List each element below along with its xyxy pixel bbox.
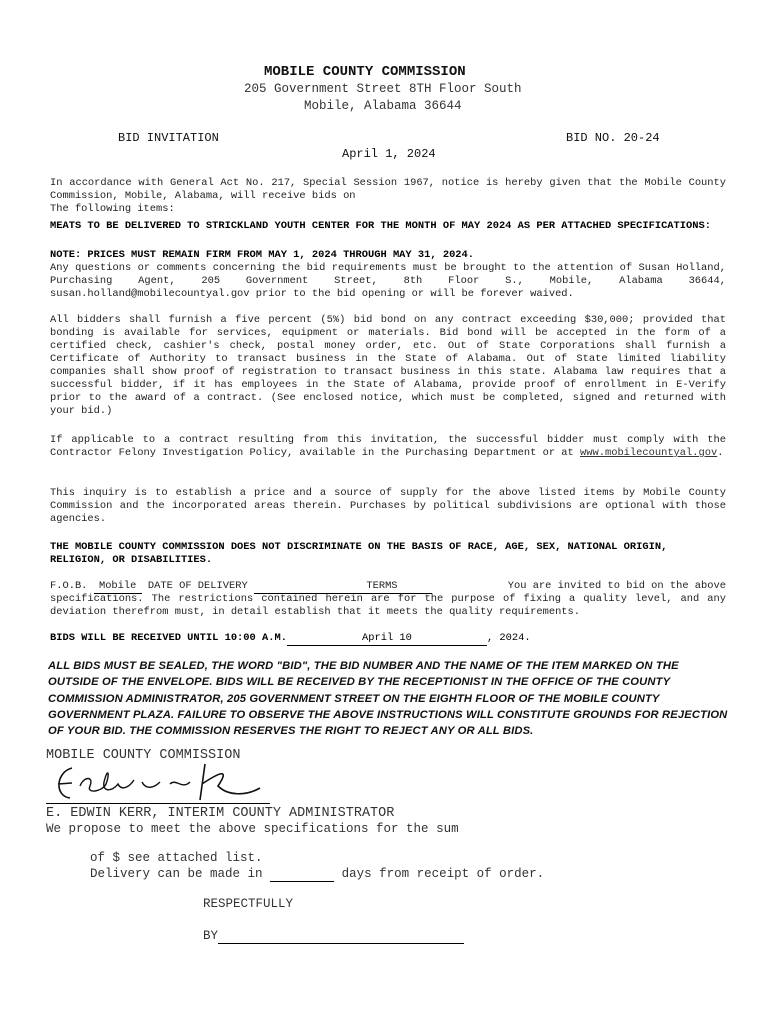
respectfully-label: RESPECTFULLY [203,897,294,911]
following-items-label: The following items: [50,203,175,215]
specifications-paragraph: specifications. The restrictions contained herein are for the purpose of fixing a quality level, and any deviation therefrom must, in detail establish that it meets the quality requirements. [50,593,726,618]
felony-paragraph [50,434,726,460]
bond-paragraph: All bidders shall furnish a five percent (5%) bid bond on any contract exceeding $30,000; provided that bonding is available for services, equipment or materials. Bid bond will be accepted in the form of a certified check, cashier's check, postal money order, etc. Out of State Corporations shall furnish a Certificate of Authority to transact business in the State of Alabama. Out of State limited liability companies shall show proof of registration to transact business in this state. Alabama law requires that a successful bidder, if it has employees in the State of Alabama, provide proof of enrollment in E-Verify prior to the award of a contract. (See enclosed notice, which must be completed, signed and returned with your bid.) [50,314,726,417]
address-line-1 [244,82,522,96]
inquiry-paragraph: This inquiry is to establish a price and a source of supply for the above listed items by Mobile County Commission and the incorporated areas therein. Purchases by political subdivisions are optional with those agencies. [50,487,726,525]
price-note: NOTE: PRICES MUST REMAIN FIRM FROM MAY 1, 2024 THROUGH MAY 31, 2024. [50,249,475,261]
signature-line [46,803,270,804]
felony-period: . [717,447,724,459]
sealed-bids-instructions: ALL BIDS MUST BE SEALED, THE WORD "BID", THE BID NUMBER AND THE NAME OF THE ITEM MARKED ON THE OUTSIDE OF THE ENVELOPE. BIDS WILL BE RECEIVED BY THE RECEPTIONIST IN THE OFFICE OF THE COUNTY COMMISSION ADMINISTRATOR, 205 GOVERNMENT STREET ON THE EIGHTH FLOOR OF THE MOBILE COUNTY GOVERNMENT PLAZA. FAILURE TO OBSERVE THE ABOVE INSTRUCTIONS WILL CONSTITUTE GROUNDS FOR REJECTION OF YOUR BID. THE COMMISSION RESERVES THE RIGHT TO REJECT ANY OR ALL BIDS. [48,660,728,738]
signature-org: MOBILE COUNTY COMMISSION [46,748,241,763]
fob-value: Mobile [94,580,142,594]
delivery-date-value [254,580,332,594]
by-line [203,929,464,944]
delivery-days-line [90,867,544,882]
address-line-1-text: 205 Government Street 8TH Floor South [244,82,522,96]
address-line-2: Mobile, Alabama 36644 [304,99,462,113]
administrator-name: E. EDWIN KERR, INTERIM COUNTY ADMINISTRATOR [46,806,395,821]
terms-value: TERMS [332,580,432,594]
by-signature-field[interactable] [218,929,464,944]
bids-received-prefix: BIDS WILL BE RECEIVED UNTIL 10:00 A.M. [50,632,287,644]
bid-invitation-label: BID INVITATION [118,131,219,145]
questions-paragraph: Any questions or comments concerning the bid requirements must be brought to the attention of Susan Holland, Purchasing Agent, 205 Government Street, 8th Floor S., Mobile, Alabama 36644, susan.holland@mobilecountyal.gov prior to the bid opening or will be forever waived. [50,262,726,300]
fob-line [50,580,726,594]
bids-received-year: , 2024. [486,632,531,644]
bids-received-date: April 10 [287,632,487,646]
sum-line: of $ see attached list. [90,851,263,865]
propose-text: We propose to meet the above specifications for the sum [46,822,459,836]
bid-date: April 1, 2024 [342,147,436,161]
items-description: MEATS TO BE DELIVERED TO STRICKLAND YOUTH CENTER FOR THE MONTH OF MAY 2024 AS PER ATTACHED SPECIFICATIONS: [50,220,711,232]
delivery-days-prefix: Delivery can be made in [90,867,263,881]
invited-text: You are invited to bid on the above [507,580,726,592]
delivery-days-field[interactable] [270,867,334,882]
nondiscrimination-statement: THE MOBILE COUNTY COMMISSION DOES NOT DISCRIMINATE ON THE BASIS OF RACE, AGE, SEX, NATIONAL ORIGIN, RELIGION, OR DISABILITIES. [50,541,668,566]
org-title: MOBILE COUNTY COMMISSION [264,64,466,80]
bids-received-line [50,632,726,646]
bid-number: BID NO. 20-24 [566,131,660,145]
mobile-county-website-link[interactable]: www.mobilecountyal.gov [580,447,718,459]
by-label: BY [203,929,219,943]
felony-text: If applicable to a contract resulting from this invitation, the successful bidder must comply with the Contractor Felony Investigation Policy, available in the Purchasing Department or at [50,434,726,459]
intro-paragraph: In accordance with General Act No. 217, Special Session 1967, notice is hereby given that the Mobile County Commission, Mobile, Alabama, will receive bids on [50,177,726,202]
handwritten-signature [50,762,280,804]
delivery-date-label: DATE OF DELIVERY [147,580,248,592]
delivery-days-suffix: days from receipt of order. [341,867,545,881]
fob-label: F.O.B. [50,580,88,592]
